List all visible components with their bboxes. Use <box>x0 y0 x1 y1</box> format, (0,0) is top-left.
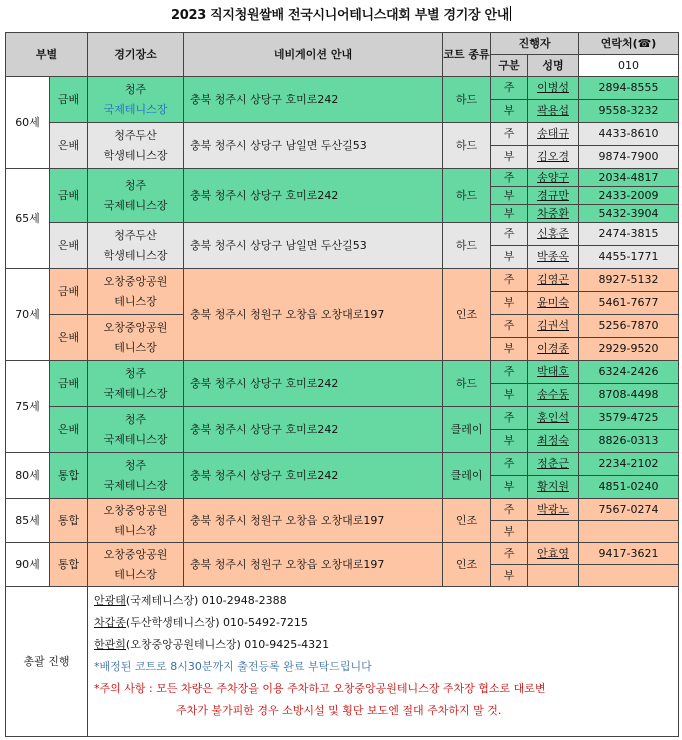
venue-cell <box>88 453 184 499</box>
host-name: 박광노 <box>528 499 579 521</box>
host-role: 부 <box>491 476 528 499</box>
nav-cell: 충북 청주시 상당구 남일면 두산길53 <box>184 223 443 269</box>
host-role: 부 <box>491 338 528 361</box>
venue-cell <box>88 77 184 123</box>
host-name: 김오경 <box>528 146 579 169</box>
host-role: 부 <box>491 146 528 169</box>
grade-cell: 은배 <box>50 315 88 361</box>
venue-line1: 청주 <box>124 178 147 192</box>
host-role: 주 <box>491 169 528 187</box>
nav-cell: 충북 청주시 상당구 호미로242 <box>184 407 443 453</box>
general-contact-2 <box>94 613 678 635</box>
host-role: 주 <box>491 223 528 246</box>
grade-cell: 통합 <box>50 499 88 543</box>
host-phone: 3579-4725 <box>579 407 679 430</box>
venue-table <box>5 32 679 737</box>
grade-cell: 금배 <box>50 169 88 223</box>
host-name: 안효영 <box>528 543 579 565</box>
age-cell: 65세 <box>6 169 50 269</box>
contact-detail: (오창중앙공원테니스장) 010-9425-4321 <box>125 638 330 651</box>
venue-line2: 국제테니스장 <box>103 386 168 400</box>
host-name: 차중환 <box>528 205 579 223</box>
header-contact-prefix: 010 <box>579 55 679 77</box>
host-name <box>528 521 579 543</box>
host-role: 부 <box>491 384 528 407</box>
venue-line2: 국제테니스장 <box>103 198 168 212</box>
host-role: 주 <box>491 77 528 100</box>
age-cell: 75세 <box>6 361 50 453</box>
venue-cell <box>88 407 184 453</box>
host-role: 부 <box>491 205 528 223</box>
general-contact-1 <box>94 591 678 613</box>
venue-cell <box>88 543 184 587</box>
nav-cell: 충북 청주시 상당구 호미로242 <box>184 77 443 123</box>
host-name: 송양구 <box>528 169 579 187</box>
host-role: 주 <box>491 453 528 476</box>
grade-cell: 통합 <box>50 543 88 587</box>
host-phone: 2894-8555 <box>579 77 679 100</box>
host-phone: 5461-7677 <box>579 292 679 315</box>
age-cell: 60세 <box>6 77 50 169</box>
venue-line1: 오창중앙공원 <box>103 274 168 288</box>
host-phone: 2929-9520 <box>579 338 679 361</box>
header-division: 부별 <box>6 33 88 77</box>
venue-line2: 테니스장 <box>114 567 157 581</box>
court-cell: 하드 <box>443 77 491 123</box>
venue-line1: 오창중앙공원 <box>103 320 168 334</box>
host-phone: 4455-1771 <box>579 246 679 269</box>
host-phone: 8826-0313 <box>579 430 679 453</box>
grade-cell: 금배 <box>50 269 88 315</box>
host-phone: 5256-7870 <box>579 315 679 338</box>
venue-cell <box>88 269 184 315</box>
venue-line2: 테니스장 <box>114 523 157 537</box>
venue-line2: 국제테니스장 <box>103 478 168 492</box>
host-name: 경규만 <box>528 187 579 205</box>
host-name: 정춘근 <box>528 453 579 476</box>
host-phone: 9417-3621 <box>579 543 679 565</box>
venue-line2: 테니스장 <box>114 294 157 308</box>
header-venue: 경기장소 <box>88 33 184 77</box>
nav-cell: 충북 청주시 청원구 오창읍 오창대로197 <box>184 269 443 361</box>
notice-parking-cont: 주차가 불가피한 경우 소방시설 및 횡단 보도엔 절대 주차하지 말 것. <box>176 704 502 717</box>
court-cell: 인조 <box>443 499 491 543</box>
nav-cell: 충북 청주시 상당구 호미로242 <box>184 453 443 499</box>
host-name: 김권석 <box>528 315 579 338</box>
host-role: 주 <box>491 123 528 146</box>
host-name: 송태규 <box>528 123 579 146</box>
host-phone: 4433-8610 <box>579 123 679 146</box>
venue-cell <box>88 123 184 169</box>
age-cell: 85세 <box>6 499 50 543</box>
nav-cell: 충북 청주시 청원구 오창읍 오창대로197 <box>184 543 443 587</box>
venue-line2: 테니스장 <box>114 340 157 354</box>
nav-cell: 충북 청주시 상당구 호미로242 <box>184 169 443 223</box>
header-host-name: 성명 <box>528 55 579 77</box>
venue-cell <box>88 315 184 361</box>
header-navigation: 네비게이션 안내 <box>184 33 443 77</box>
host-role: 주 <box>491 407 528 430</box>
header-host: 진행자 <box>491 33 579 55</box>
venue-cell <box>88 223 184 269</box>
court-cell: 하드 <box>443 123 491 169</box>
host-phone: 2474-3815 <box>579 223 679 246</box>
host-role: 부 <box>491 246 528 269</box>
host-phone: 4851-0240 <box>579 476 679 499</box>
host-role: 부 <box>491 521 528 543</box>
host-name: 곽용섭 <box>528 100 579 123</box>
host-phone: 9874-7900 <box>579 146 679 169</box>
venue-cell <box>88 169 184 223</box>
host-phone: 8927-5132 <box>579 269 679 292</box>
grade-cell: 금배 <box>50 361 88 407</box>
contact-detail: (두산학생테니스장) 010-5492-7215 <box>125 616 308 629</box>
host-phone: 2433-2009 <box>579 187 679 205</box>
venue-line1: 청주 <box>124 412 147 426</box>
host-name: 황지원 <box>528 476 579 499</box>
header-court: 코트 종류 <box>443 33 491 77</box>
host-name: 최정숙 <box>528 430 579 453</box>
age-cell: 70세 <box>6 269 50 361</box>
court-cell: 클레이 <box>443 407 491 453</box>
grade-cell: 통합 <box>50 453 88 499</box>
court-cell: 하드 <box>443 169 491 223</box>
host-role: 부 <box>491 187 528 205</box>
venue-line1: 오창중앙공원 <box>103 547 168 561</box>
host-role: 주 <box>491 361 528 384</box>
host-name: 홍인석 <box>528 407 579 430</box>
header-contact: 연락처(☎) <box>579 33 679 55</box>
host-role: 부 <box>491 292 528 315</box>
contact-name: 차갑종 <box>94 616 126 629</box>
grade-cell: 은배 <box>50 223 88 269</box>
host-name: 박종옥 <box>528 246 579 269</box>
court-cell: 인조 <box>443 543 491 587</box>
host-name: 윤미숙 <box>528 292 579 315</box>
contact-name: 한관희 <box>94 638 126 651</box>
nav-cell: 충북 청주시 상당구 남일면 두산길53 <box>184 123 443 169</box>
court-cell: 하드 <box>443 361 491 407</box>
contact-detail: (국제테니스장) 010-2948-2388 <box>125 594 287 607</box>
host-role: 부 <box>491 430 528 453</box>
venue-line2: 국제테니스장 <box>103 432 168 446</box>
court-cell: 클레이 <box>443 453 491 499</box>
age-cell: 90세 <box>6 543 50 587</box>
host-role: 주 <box>491 499 528 521</box>
host-role: 주 <box>491 315 528 338</box>
venue-line1: 청주두산 <box>114 128 157 142</box>
nav-cell: 충북 청주시 상당구 호미로242 <box>184 361 443 407</box>
contact-name: 안광태 <box>94 594 126 607</box>
host-role: 부 <box>491 565 528 587</box>
host-name: 이병성 <box>528 77 579 100</box>
host-phone: 6324-2426 <box>579 361 679 384</box>
venue-line2: 국제테니스장 <box>103 102 168 116</box>
text-cursor <box>510 6 511 21</box>
venue-cell <box>88 499 184 543</box>
venue-line1: 오창중앙공원 <box>103 503 168 517</box>
host-name: 박태호 <box>528 361 579 384</box>
venue-line1: 청주두산 <box>114 228 157 242</box>
general-label: 총괄 진행 <box>6 587 88 737</box>
notice-registration: *배정된 코트로 8시30분까지 출전등록 완료 부탁드립니다 <box>94 660 372 673</box>
venue-line1: 청주 <box>124 458 147 472</box>
age-cell: 80세 <box>6 453 50 499</box>
host-phone: 5432-3904 <box>579 205 679 223</box>
host-phone <box>579 521 679 543</box>
host-name: 송수동 <box>528 384 579 407</box>
grade-cell: 금배 <box>50 77 88 123</box>
general-info <box>88 587 679 737</box>
notice-parking: *주의 사항 : 모든 차량은 주차장을 이용 주차하고 오창중앙공원테니스장 주차장 협소로 대로변 <box>94 682 546 695</box>
host-role: 주 <box>491 543 528 565</box>
court-cell: 하드 <box>443 223 491 269</box>
host-role: 부 <box>491 100 528 123</box>
venue-line2: 학생테니스장 <box>103 148 168 162</box>
venue-line2: 학생테니스장 <box>103 248 168 262</box>
host-role: 주 <box>491 269 528 292</box>
host-phone: 7567-0274 <box>579 499 679 521</box>
venue-cell <box>88 361 184 407</box>
host-phone: 2234-2102 <box>579 453 679 476</box>
nav-cell: 충북 청주시 청원구 오창읍 오창대로197 <box>184 499 443 543</box>
host-name: 김영곤 <box>528 269 579 292</box>
host-phone: 2034-4817 <box>579 169 679 187</box>
general-contact-3 <box>94 635 678 657</box>
grade-cell: 은배 <box>50 123 88 169</box>
host-phone: 8708-4498 <box>579 384 679 407</box>
venue-line1: 청주 <box>124 366 147 380</box>
grade-cell: 은배 <box>50 407 88 453</box>
header-host-role: 구분 <box>491 55 528 77</box>
host-name: 신홍준 <box>528 223 579 246</box>
venue-line1: 청주 <box>124 82 147 96</box>
page-title: 2023 직지청원쌀배 전국시니어테니스대회 부별 경기장 안내 <box>170 8 510 23</box>
host-name <box>528 565 579 587</box>
host-phone: 9558-3232 <box>579 100 679 123</box>
court-cell: 인조 <box>443 269 491 361</box>
host-name: 이경종 <box>528 338 579 361</box>
host-phone <box>579 565 679 587</box>
